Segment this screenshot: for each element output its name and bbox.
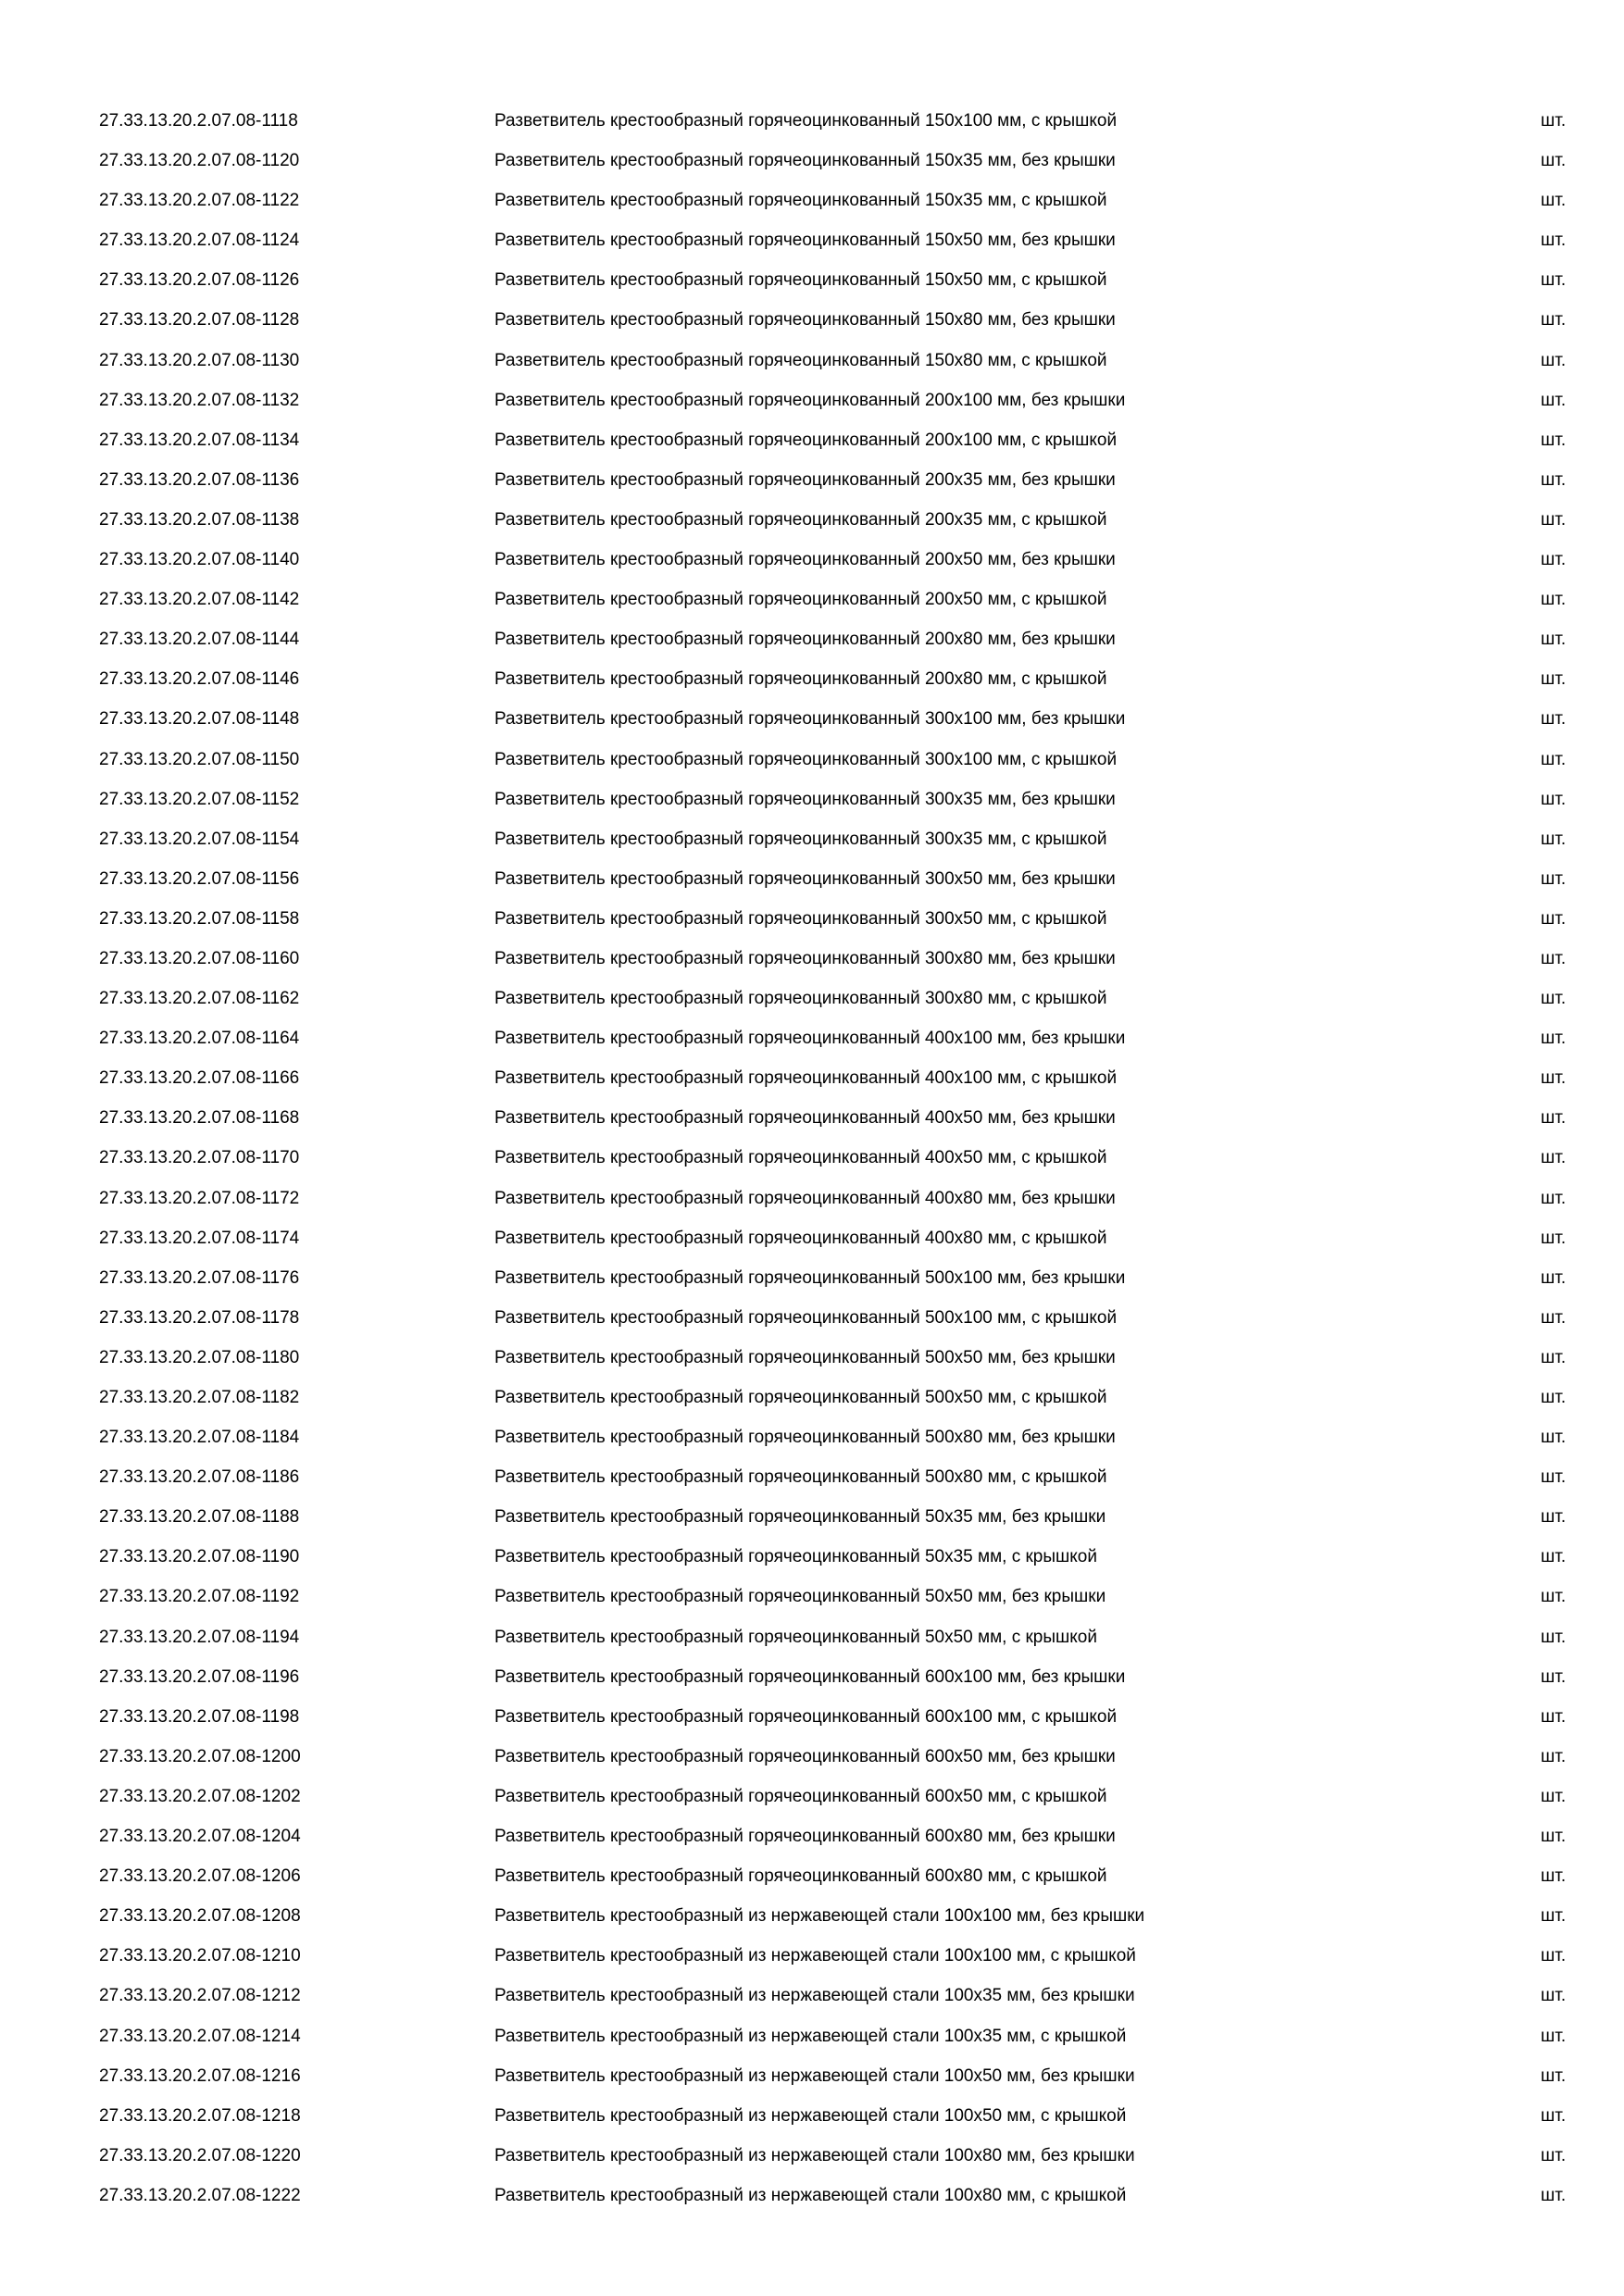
item-unit: шт.	[1541, 1666, 1567, 1687]
item-code: 27.33.13.20.2.07.08-1142	[99, 590, 300, 610]
item-unit: шт.	[1541, 270, 1567, 291]
item-name: Разветвитель крестообразный горячеоцинкованный 150x80 мм, с крышкой	[494, 350, 1107, 370]
item-unit: шт.	[1541, 1746, 1567, 1766]
table-row	[0, 742, 1624, 781]
table-row	[0, 1938, 1624, 1978]
item-name: Разветвитель крестообразный горячеоцинкованный 500x80 мм, с крышкой	[494, 1467, 1107, 1488]
item-name: Разветвитель крестообразный горячеоцинкованный 50x50 мм, без крышки	[494, 1587, 1106, 1607]
item-unit: шт.	[1541, 1388, 1567, 1407]
table-row	[0, 1060, 1624, 1100]
item-unit: шт.	[1541, 1827, 1567, 1847]
item-unit: шт.	[1541, 590, 1567, 610]
item-name: Разветвитель крестообразный горячеоцинкованный 200x35 мм, без крышки	[494, 469, 1116, 490]
item-code: 27.33.13.20.2.07.08-1122	[99, 191, 300, 211]
item-unit: шт.	[1541, 2065, 1567, 2086]
item-unit: шт.	[1541, 1906, 1567, 1927]
item-unit: шт.	[1541, 469, 1567, 490]
item-code: 27.33.13.20.2.07.08-1186	[99, 1467, 300, 1488]
table-row	[0, 1858, 1624, 1898]
item-name: Разветвитель крестообразный из нержавеющей стали 100x50 мм, без крышки	[494, 2065, 1135, 2086]
item-name: Разветвитель крестообразный горячеоцинкованный 300x80 мм, с крышкой	[494, 989, 1107, 1009]
item-code: 27.33.13.20.2.07.08-1132	[99, 390, 300, 410]
item-code: 27.33.13.20.2.07.08-1160	[99, 948, 300, 968]
item-name: Разветвитель крестообразный горячеоцинкованный 150x35 мм, с крышкой	[494, 191, 1107, 211]
item-name: Разветвитель крестообразный горячеоцинкованный 200x50 мм, без крышки	[494, 550, 1116, 570]
item-code: 27.33.13.20.2.07.08-1198	[99, 1706, 300, 1727]
table-row	[0, 1818, 1624, 1858]
item-unit: шт.	[1541, 1866, 1567, 1887]
item-name: Разветвитель крестообразный горячеоцинкованный 300x50 мм, с крышкой	[494, 908, 1107, 929]
table-row	[0, 1578, 1624, 1618]
item-code: 27.33.13.20.2.07.08-1134	[99, 430, 300, 450]
item-name: Разветвитель крестообразный горячеоцинкованный 600x80 мм, без крышки	[494, 1827, 1116, 1847]
item-unit: шт.	[1541, 868, 1567, 889]
table-row	[0, 103, 1624, 143]
item-unit: шт.	[1541, 310, 1567, 331]
item-code: 27.33.13.20.2.07.08-1154	[99, 829, 300, 849]
table-row	[0, 222, 1624, 262]
item-unit: шт.	[1541, 1267, 1567, 1288]
item-code: 27.33.13.20.2.07.08-1138	[99, 509, 300, 530]
item-unit: шт.	[1541, 151, 1567, 171]
item-unit: шт.	[1541, 550, 1567, 570]
item-name: Разветвитель крестообразный горячеоцинкованный 600x50 мм, с крышкой	[494, 1786, 1107, 1806]
item-code: 27.33.13.20.2.07.08-1184	[99, 1428, 300, 1448]
table-row	[0, 1619, 1624, 1659]
item-unit: шт.	[1541, 1428, 1567, 1448]
table-row	[0, 422, 1624, 462]
item-name: Разветвитель крестообразный горячеоцинкованный 300x80 мм, без крышки	[494, 948, 1116, 968]
item-code: 27.33.13.20.2.07.08-1150	[99, 749, 300, 769]
table-row	[0, 382, 1624, 422]
item-unit: шт.	[1541, 350, 1567, 370]
item-code: 27.33.13.20.2.07.08-1202	[99, 1786, 301, 1806]
item-unit: шт.	[1541, 1627, 1567, 1647]
table-row	[0, 1539, 1624, 1578]
item-code: 27.33.13.20.2.07.08-1182	[99, 1388, 300, 1407]
item-name: Разветвитель крестообразный горячеоцинкованный 400x50 мм, без крышки	[494, 1108, 1116, 1129]
item-name: Разветвитель крестообразный горячеоцинкованный 500x50 мм, с крышкой	[494, 1388, 1107, 1407]
item-code: 27.33.13.20.2.07.08-1174	[99, 1228, 300, 1248]
item-name: Разветвитель крестообразный из нержавеющей стали 100x35 мм, без крышки	[494, 1986, 1135, 2006]
table-row	[0, 1020, 1624, 1060]
table-row	[0, 1778, 1624, 1818]
table-row	[0, 1898, 1624, 1938]
item-name: Разветвитель крестообразный горячеоцинкованный 500x80 мм, без крышки	[494, 1428, 1116, 1448]
item-code: 27.33.13.20.2.07.08-1196	[99, 1666, 300, 1687]
item-name: Разветвитель крестообразный горячеоцинкованный 300x100 мм, с крышкой	[494, 749, 1118, 769]
table-row	[0, 1300, 1624, 1340]
item-code: 27.33.13.20.2.07.08-1136	[99, 469, 300, 490]
item-code: 27.33.13.20.2.07.08-1164	[99, 1029, 300, 1049]
item-code: 27.33.13.20.2.07.08-1170	[99, 1148, 300, 1168]
table-row	[0, 2058, 1624, 2098]
item-name: Разветвитель крестообразный из нержавеющей стали 100x80 мм, с крышкой	[494, 2185, 1127, 2205]
item-unit: шт.	[1541, 1029, 1567, 1049]
item-unit: шт.	[1541, 669, 1567, 690]
item-code: 27.33.13.20.2.07.08-1152	[99, 789, 300, 809]
item-code: 27.33.13.20.2.07.08-1216	[99, 2065, 301, 2086]
item-code: 27.33.13.20.2.07.08-1166	[99, 1068, 300, 1089]
item-unit: шт.	[1541, 1786, 1567, 1806]
item-unit: шт.	[1541, 1307, 1567, 1328]
table-row	[0, 581, 1624, 621]
item-name: Разветвитель крестообразный горячеоцинкованный 150x35 мм, без крышки	[494, 151, 1116, 171]
table-row	[0, 1220, 1624, 1260]
item-name: Разветвитель крестообразный из нержавеющей стали 100x100 мм, с крышкой	[494, 1946, 1136, 1966]
table-row	[0, 542, 1624, 581]
item-unit: шт.	[1541, 1467, 1567, 1488]
table-row	[0, 1499, 1624, 1539]
item-code: 27.33.13.20.2.07.08-1158	[99, 908, 300, 929]
item-name: Разветвитель крестообразный горячеоцинкованный 200x100 мм, без крышки	[494, 390, 1126, 410]
table-row	[0, 781, 1624, 821]
item-name: Разветвитель крестообразный горячеоцинкованный 400x50 мм, с крышкой	[494, 1148, 1107, 1168]
item-code: 27.33.13.20.2.07.08-1172	[99, 1188, 300, 1208]
table-row	[0, 1100, 1624, 1140]
item-unit: шт.	[1541, 1547, 1567, 1567]
item-name: Разветвитель крестообразный из нержавеющей стали 100x100 мм, без крышки	[494, 1906, 1145, 1927]
item-name: Разветвитель крестообразный из нержавеющей стали 100x80 мм, без крышки	[494, 2145, 1135, 2165]
item-name: Разветвитель крестообразный горячеоцинкованный 50x35 мм, с крышкой	[494, 1547, 1097, 1567]
item-unit: шт.	[1541, 1347, 1567, 1367]
item-code: 27.33.13.20.2.07.08-1140	[99, 550, 300, 570]
item-unit: шт.	[1541, 829, 1567, 849]
item-code: 27.33.13.20.2.07.08-1212	[99, 1986, 301, 2006]
item-code: 27.33.13.20.2.07.08-1118	[99, 111, 298, 131]
item-code: 27.33.13.20.2.07.08-1218	[99, 2105, 301, 2126]
item-name: Разветвитель крестообразный из нержавеющей стали 100x35 мм, с крышкой	[494, 2026, 1127, 2046]
table-row	[0, 1340, 1624, 1379]
table-row	[0, 2098, 1624, 2138]
item-name: Разветвитель крестообразный горячеоцинкованный 300x35 мм, без крышки	[494, 789, 1116, 809]
item-unit: шт.	[1541, 908, 1567, 929]
item-name: Разветвитель крестообразный горячеоцинкованный 300x50 мм, без крышки	[494, 868, 1116, 889]
item-name: Разветвитель крестообразный горячеоцинкованный 300x100 мм, без крышки	[494, 709, 1126, 730]
item-name: Разветвитель крестообразный горячеоцинкованный 200x100 мм, с крышкой	[494, 430, 1118, 450]
item-unit: шт.	[1541, 789, 1567, 809]
table-row	[0, 941, 1624, 980]
item-code: 27.33.13.20.2.07.08-1148	[99, 709, 300, 730]
item-unit: шт.	[1541, 630, 1567, 650]
table-row	[0, 2177, 1624, 2217]
item-name: Разветвитель крестообразный горячеоцинкованный 150x50 мм, без крышки	[494, 231, 1116, 251]
item-code: 27.33.13.20.2.07.08-1156	[99, 868, 300, 889]
table-row	[0, 1180, 1624, 1220]
table-row	[0, 621, 1624, 661]
table-row	[0, 143, 1624, 182]
item-code: 27.33.13.20.2.07.08-1120	[99, 151, 300, 171]
table-row	[0, 182, 1624, 222]
item-unit: шт.	[1541, 2145, 1567, 2165]
item-code: 27.33.13.20.2.07.08-1126	[99, 270, 300, 291]
item-code: 27.33.13.20.2.07.08-1130	[99, 350, 300, 370]
table-row	[0, 502, 1624, 542]
item-unit: шт.	[1541, 231, 1567, 251]
item-code: 27.33.13.20.2.07.08-1204	[99, 1827, 301, 1847]
table-row	[0, 1419, 1624, 1459]
item-unit: шт.	[1541, 430, 1567, 450]
item-unit: шт.	[1541, 1946, 1567, 1966]
item-name: Разветвитель крестообразный горячеоцинкованный 150x80 мм, без крышки	[494, 310, 1116, 331]
item-code: 27.33.13.20.2.07.08-1210	[99, 1946, 301, 1966]
table-row	[0, 262, 1624, 302]
item-name: Разветвитель крестообразный горячеоцинкованный 50x35 мм, без крышки	[494, 1507, 1106, 1528]
item-code: 27.33.13.20.2.07.08-1146	[99, 669, 300, 690]
item-code: 27.33.13.20.2.07.08-1192	[99, 1587, 300, 1607]
item-code: 27.33.13.20.2.07.08-1214	[99, 2026, 301, 2046]
item-name: Разветвитель крестообразный горячеоцинкованный 300x35 мм, с крышкой	[494, 829, 1107, 849]
item-unit: шт.	[1541, 749, 1567, 769]
item-unit: шт.	[1541, 1986, 1567, 2006]
item-unit: шт.	[1541, 1188, 1567, 1208]
item-code: 27.33.13.20.2.07.08-1162	[99, 989, 300, 1009]
table-row	[0, 462, 1624, 502]
item-name: Разветвитель крестообразный горячеоцинкованный 50x50 мм, с крышкой	[494, 1627, 1097, 1647]
table-row	[0, 1699, 1624, 1739]
item-name: Разветвитель крестообразный горячеоцинкованный 600x100 мм, без крышки	[494, 1666, 1126, 1687]
item-unit: шт.	[1541, 1706, 1567, 1727]
item-name: Разветвитель крестообразный горячеоцинкованный 400x80 мм, с крышкой	[494, 1228, 1107, 1248]
item-name: Разветвитель крестообразный горячеоцинкованный 200x50 мм, с крышкой	[494, 590, 1107, 610]
item-unit: шт.	[1541, 1108, 1567, 1129]
item-code: 27.33.13.20.2.07.08-1128	[99, 310, 300, 331]
table-row	[0, 343, 1624, 382]
item-code: 27.33.13.20.2.07.08-1124	[99, 231, 300, 251]
item-name: Разветвитель крестообразный горячеоцинкованный 600x80 мм, с крышкой	[494, 1866, 1107, 1887]
catalog-list	[0, 103, 1624, 2217]
item-unit: шт.	[1541, 989, 1567, 1009]
item-code: 27.33.13.20.2.07.08-1222	[99, 2185, 301, 2205]
item-unit: шт.	[1541, 1148, 1567, 1168]
item-unit: шт.	[1541, 191, 1567, 211]
item-name: Разветвитель крестообразный горячеоцинкованный 400x80 мм, без крышки	[494, 1188, 1116, 1208]
table-row	[0, 302, 1624, 342]
item-unit: шт.	[1541, 2026, 1567, 2046]
item-unit: шт.	[1541, 1228, 1567, 1248]
table-row	[0, 1260, 1624, 1300]
item-code: 27.33.13.20.2.07.08-1180	[99, 1347, 300, 1367]
item-name: Разветвитель крестообразный горячеоцинкованный 600x100 мм, с крышкой	[494, 1706, 1118, 1727]
item-unit: шт.	[1541, 2105, 1567, 2126]
item-unit: шт.	[1541, 111, 1567, 131]
item-name: Разветвитель крестообразный горячеоцинкованный 600x50 мм, без крышки	[494, 1746, 1116, 1766]
item-name: Разветвитель крестообразный горячеоцинкованный 500x100 мм, с крышкой	[494, 1307, 1118, 1328]
table-row	[0, 701, 1624, 741]
item-code: 27.33.13.20.2.07.08-1220	[99, 2145, 301, 2165]
table-row	[0, 661, 1624, 701]
item-code: 27.33.13.20.2.07.08-1208	[99, 1906, 301, 1927]
item-unit: шт.	[1541, 709, 1567, 730]
item-unit: шт.	[1541, 2185, 1567, 2205]
item-code: 27.33.13.20.2.07.08-1190	[99, 1547, 300, 1567]
item-unit: шт.	[1541, 390, 1567, 410]
item-name: Разветвитель крестообразный горячеоцинкованный 200x80 мм, с крышкой	[494, 669, 1107, 690]
item-name: Разветвитель крестообразный горячеоцинкованный 400x100 мм, без крышки	[494, 1029, 1126, 1049]
item-code: 27.33.13.20.2.07.08-1176	[99, 1267, 300, 1288]
item-name: Разветвитель крестообразный из нержавеющей стали 100x50 мм, с крышкой	[494, 2105, 1127, 2126]
table-row	[0, 2018, 1624, 2058]
item-code: 27.33.13.20.2.07.08-1144	[99, 630, 300, 650]
item-name: Разветвитель крестообразный горячеоцинкованный 500x50 мм, без крышки	[494, 1347, 1116, 1367]
table-row	[0, 2138, 1624, 2177]
item-unit: шт.	[1541, 1068, 1567, 1089]
item-code: 27.33.13.20.2.07.08-1178	[99, 1307, 300, 1328]
item-name: Разветвитель крестообразный горячеоцинкованный 500x100 мм, без крышки	[494, 1267, 1126, 1288]
table-row	[0, 1739, 1624, 1778]
item-code: 27.33.13.20.2.07.08-1168	[99, 1108, 300, 1129]
table-row	[0, 861, 1624, 901]
item-code: 27.33.13.20.2.07.08-1206	[99, 1866, 301, 1887]
table-row	[0, 980, 1624, 1020]
item-unit: шт.	[1541, 1507, 1567, 1528]
item-code: 27.33.13.20.2.07.08-1200	[99, 1746, 301, 1766]
table-row	[0, 901, 1624, 941]
table-row	[0, 1459, 1624, 1499]
item-name: Разветвитель крестообразный горячеоцинкованный 200x80 мм, без крышки	[494, 630, 1116, 650]
item-name: Разветвитель крестообразный горячеоцинкованный 400x100 мм, с крышкой	[494, 1068, 1118, 1089]
table-row	[0, 1659, 1624, 1699]
item-code: 27.33.13.20.2.07.08-1194	[99, 1627, 300, 1647]
item-unit: шт.	[1541, 1587, 1567, 1607]
table-row	[0, 821, 1624, 861]
table-row	[0, 1379, 1624, 1419]
table-row	[0, 1978, 1624, 2017]
item-unit: шт.	[1541, 948, 1567, 968]
table-row	[0, 1140, 1624, 1179]
item-unit: шт.	[1541, 509, 1567, 530]
item-name: Разветвитель крестообразный горячеоцинкованный 150x50 мм, с крышкой	[494, 270, 1107, 291]
item-code: 27.33.13.20.2.07.08-1188	[99, 1507, 300, 1528]
item-name: Разветвитель крестообразный горячеоцинкованный 200x35 мм, с крышкой	[494, 509, 1107, 530]
item-name: Разветвитель крестообразный горячеоцинкованный 150x100 мм, с крышкой	[494, 111, 1118, 131]
